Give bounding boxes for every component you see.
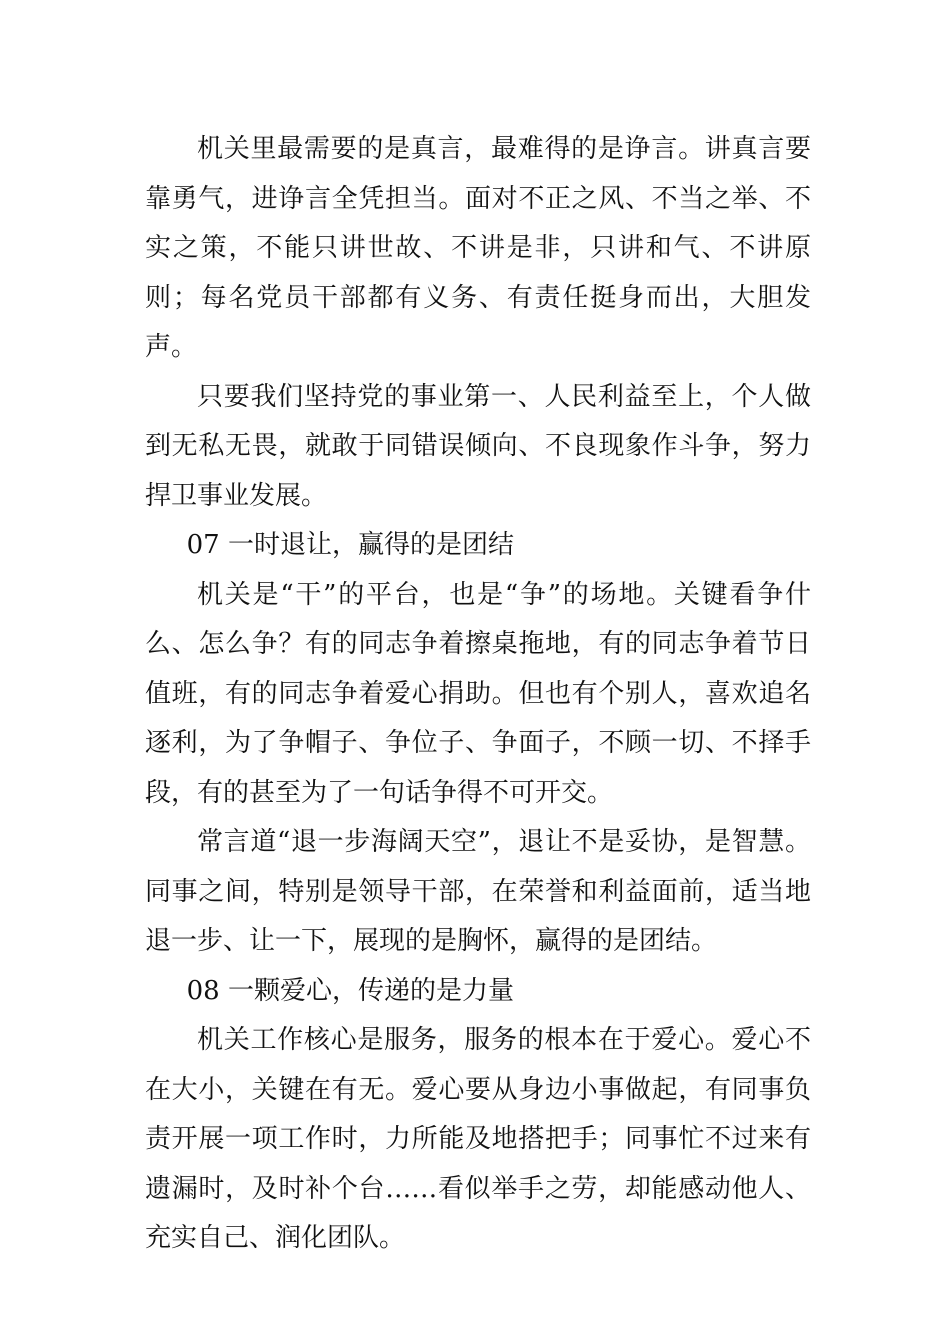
section-heading-08: 08 一颗爱心，传递的是力量 bbox=[186, 975, 514, 1006]
paragraph-service-love: 机关工作核心是服务，服务的根本在于爱心。爱心不在大小，关键在有无。爱心要从身边小事做起，有同事负责开展一项工作时，力所能及地搭把手；同事忙不过来有遗漏时，及时补个台……看似举手之劳，却能感动他人、充实自己、润化团队。 bbox=[145, 1025, 811, 1253]
paragraph-truth-speech: 机关里最需要的是真言，最难得的是诤言。讲真言要靠勇气，进诤言全凭担当。面对不正之风、不当之举、不实之策，不能只讲世故、不讲是非，只讲和气、不讲原则；每名党员干部都有义务、有责任挺身而出，大胆发声。 bbox=[145, 134, 811, 362]
paragraph-step-back: 常言道“退一步海阔天空”，退让不是妥协，是智慧。同事之间，特别是领导干部，在荣誉和利益面前，适当地退一步、让一下，展现的是胸怀，赢得的是团结。 bbox=[145, 827, 811, 956]
section-heading-07: 07 一时退让，赢得的是团结 bbox=[186, 530, 514, 560]
paragraph-party-cause: 只要我们坚持党的事业第一、人民利益至上，个人做到无私无畏，就敢于同错误倾向、不良现象作斗争，努力捍卫事业发展。 bbox=[145, 381, 811, 511]
document-body bbox=[145, 125, 811, 1264]
paragraph-compete-platform: 机关是“干”的平台，也是“争”的场地。关键看争什么、怎么争？有的同志争着擦桌拖地，有的同志争着节日值班，有的同志争着爱心捐助。但也有个别人，喜欢追名逐利，为了争帽子、争位子、争面子，不顾一切、不择手段，有的甚至为了一句话争得不可开交。 bbox=[145, 579, 811, 808]
